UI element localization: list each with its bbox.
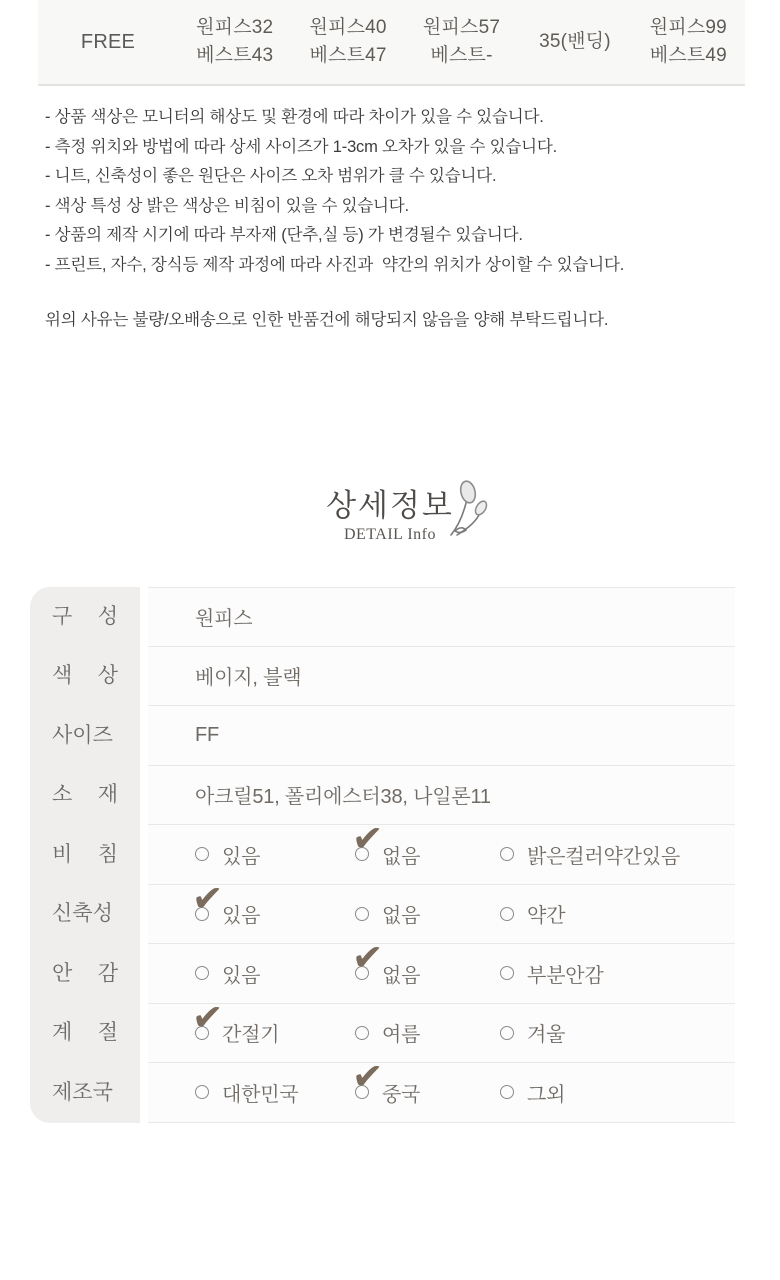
detail-row-label: 신축성 (52, 902, 113, 926)
size-value: 베스트- (430, 45, 493, 66)
radio-icon[interactable] (195, 966, 209, 980)
radio-option-checked[interactable]: ✔ 없음 (350, 935, 421, 987)
radio-icon[interactable] (190, 994, 225, 1040)
radio-icon[interactable] (500, 966, 514, 980)
detail-table-value-column (148, 587, 735, 1123)
radio-icon[interactable] (500, 847, 514, 861)
check-icon: ✔ (350, 935, 385, 981)
check-icon: ✔ (350, 816, 385, 862)
detail-row-label: 사이즈 (52, 723, 113, 747)
radio-option[interactable]: 밝은컬러약간있음 (500, 840, 680, 869)
disclaimer-notes (45, 103, 624, 280)
detail-info-header (0, 487, 780, 544)
size-table-row (38, 0, 745, 86)
radio-option[interactable]: 부분안감 (500, 959, 603, 988)
detail-row-value (148, 875, 735, 945)
check-icon: ✔ (350, 1054, 385, 1100)
note-line: - 색상 특성 상 밝은 색상은 비침이 있을 수 있습니다. (45, 196, 409, 215)
size-value: 베스트47 (309, 45, 387, 66)
radio-option[interactable]: 없음 (355, 899, 500, 928)
detail-row-label: 소 재 (52, 783, 118, 807)
radio-icon[interactable] (500, 907, 514, 921)
radio-icon[interactable] (195, 1085, 209, 1099)
size-value: 원피스40 (309, 17, 387, 38)
disclaimer-footer: 위의 사유는 불량/오배송으로 인한 반품건에 해당되지 않음을 양해 부탁드립니다. (45, 311, 609, 329)
size-table-cell-free (38, 0, 178, 84)
detail-row-value (148, 816, 735, 885)
radio-option[interactable]: 겨울 (500, 1018, 565, 1047)
size-value: 원피스32 (196, 17, 274, 38)
detail-row-value (148, 1054, 735, 1123)
radio-option[interactable]: 약간 (500, 899, 565, 928)
radio-option[interactable]: 여름 (355, 1018, 500, 1047)
radio-option[interactable]: 대한민국 (195, 1078, 355, 1107)
radio-icon[interactable] (500, 1026, 514, 1040)
size-value: 원피스57 (422, 17, 501, 38)
detail-row-label: 계 절 (52, 1021, 118, 1045)
note-line: - 프린트, 자수, 장식등 제작 과정에 따라 사진과 약간의 위치가 상이할 수 있습니다. (45, 255, 625, 274)
radio-icon[interactable] (350, 935, 385, 981)
size-table-cell (405, 0, 518, 84)
detail-row-label: 색 상 (52, 664, 118, 688)
detail-row-label: 제조국 (52, 1080, 113, 1104)
sprout-icon (446, 475, 488, 539)
radio-option[interactable]: 그외 (500, 1078, 565, 1107)
radio-icon[interactable] (500, 1085, 514, 1099)
size-table-cell (518, 0, 631, 84)
check-icon: ✔ (190, 994, 225, 1040)
size-table-cell (291, 0, 404, 84)
radio-option-checked[interactable]: ✔ 있음 (190, 875, 261, 928)
radio-icon[interactable] (190, 875, 225, 921)
size-value: 원피스99 (649, 17, 727, 38)
radio-option-checked[interactable]: ✔ 없음 (350, 816, 421, 868)
detail-value: 원피스 (195, 608, 253, 631)
size-value: 35(밴딩) (539, 31, 611, 52)
detail-row-label: 안 감 (52, 961, 118, 985)
note-line: - 측정 위치와 방법에 따라 상세 사이즈가 1-3cm 오차가 있을 수 있습니다. (45, 137, 557, 156)
detail-info-title: 상세정보 (326, 488, 454, 523)
check-icon: ✔ (190, 875, 225, 921)
detail-row-value (148, 766, 735, 826)
size-value: FREE (80, 31, 136, 53)
detail-row-value (148, 706, 735, 766)
detail-row-value (148, 587, 735, 647)
detail-value: FF (195, 723, 220, 746)
radio-icon[interactable] (350, 1054, 385, 1100)
detail-value: 베이지, 블랙 (195, 667, 302, 690)
radio-icon[interactable] (350, 816, 385, 862)
size-table-cell (632, 0, 745, 84)
detail-row-label: 비 침 (52, 842, 118, 866)
detail-row-label: 구 성 (52, 604, 118, 628)
detail-row-value (148, 647, 735, 707)
radio-icon[interactable] (355, 907, 369, 921)
radio-option[interactable]: 있음 (195, 959, 355, 988)
detail-row-value (148, 935, 735, 1004)
detail-row-value (148, 994, 735, 1064)
radio-icon[interactable] (355, 1026, 369, 1040)
radio-option-checked[interactable]: ✔ 간절기 (190, 994, 280, 1047)
size-value: 베스트49 (649, 45, 727, 66)
note-line: - 니트, 신축성이 좋은 원단은 사이즈 오차 범위가 클 수 있습니다. (45, 167, 497, 185)
radio-option[interactable]: 있음 (195, 840, 355, 869)
note-line: - 상품 색상은 모니터의 해상도 및 환경에 따라 차이가 있을 수 있습니다. (45, 108, 544, 126)
note-line: - 상품의 제작 시기에 따라 부자재 (단추,실 등) 가 변경될수 있습니다. (45, 226, 523, 244)
size-value: 베스트43 (196, 45, 274, 66)
radio-option-checked[interactable]: ✔ 중국 (350, 1054, 421, 1106)
radio-icon[interactable] (195, 847, 209, 861)
detail-info-subtitle: DETAIL Info (343, 526, 437, 543)
detail-value: 아크릴51, 폴리에스터38, 나일론11 (195, 786, 491, 809)
detail-table-label-column (30, 587, 140, 1123)
size-table-cell (178, 0, 291, 84)
detail-table (30, 587, 735, 1123)
